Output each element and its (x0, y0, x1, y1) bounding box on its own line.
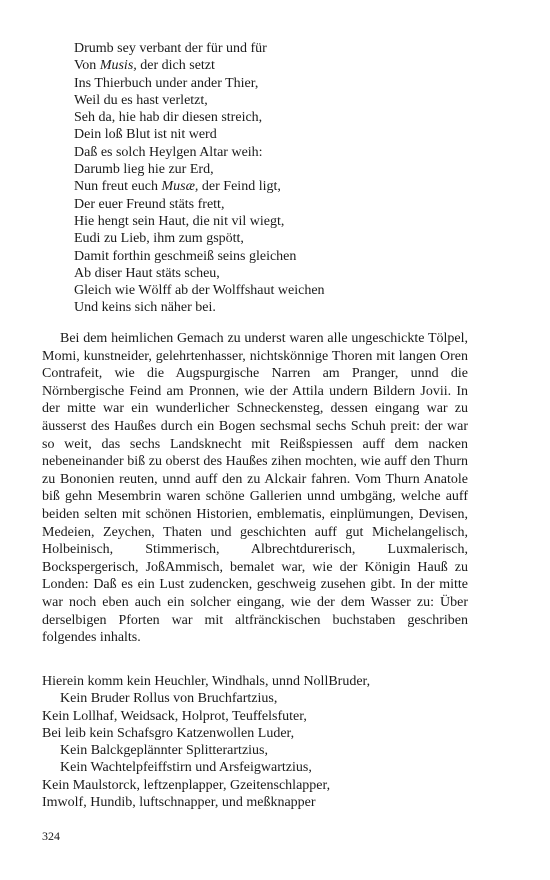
verse-text: Nun freut euch (74, 179, 162, 195)
verse-line: Bei leib kein Schafsgro Katzenwollen Luder, (42, 725, 295, 741)
verse-line: Drumb sey verbant der für und für (74, 41, 267, 56)
verse-text: der Feind ligt, (198, 179, 281, 195)
verse-italic-word: Musæ, (161, 179, 199, 195)
verse-text: der dich setzt (136, 58, 215, 74)
verse-line: Kein Balckgeplännter Splitterartzius, (60, 743, 268, 759)
verse-line: Der euer Freund stäts frett, (74, 196, 225, 212)
verse-line: Kein Maulstorck, leftzenplapper, Gzeitenschlapper, (42, 777, 331, 793)
verse-line: Kein Wachtelpfeiffstirn und Arsfeigwartzius, (60, 760, 312, 776)
verse-line: Kein Lollhaf, Weidsack, Holprot, Teuffelsfuter, (42, 708, 307, 724)
verse-line (74, 178, 494, 195)
verse-line: Dein loß Blut ist nit werd (74, 127, 217, 143)
verse-line: Damit forthin geschmeiß seins gleichen (74, 248, 297, 264)
verse-line: Darumb lieg hie zur Erd, (74, 162, 214, 178)
verse-line: Hie hengt sein Haut, die nit vil wiegt, (74, 213, 285, 229)
verse-line: Kein Bruder Rollus von Bruchfartzius, (60, 691, 278, 707)
page-number: 324 (42, 829, 60, 843)
verse-text: Von (74, 58, 100, 74)
prose-paragraph: Bei dem heimlichen Gemach zu underst waren alle ungeschickte Tölpel, Momi, kunstneider, gelehrtenhasser, nichtskönnige Thoren mit langen Oren Contrafeit, wie die Augspurgische Narren am Pranger, unnd die Nörnbergische Feind am Pronnen, wie der Attila undern Bildern Jovii. In der mitte war ein wunderlicher Schneckensteg, dessen eingang war zu äusserst des Haußes durch ein Bogen sechsmal sechs Schuh preit: der war so weit, das sechs Landsknecht mit Reißspiessen auff dem nacken nebeneinander biß zu oberst des Haußes zihen mochten, wie auff den Thurn zu Bononien reuten, unnd auff den zu Alckair fahren. Vom Thurn Anatole biß gehn Mesembrin waren schöne Gallerien unnd umbgäng, welche auff beiden selten mit schönen Historien, emblematis, einplümungen, Devisen, Medeien, Zeychen, Thaten und geschichten auff gut Michelangelisch, Holbeinisch, Stimmerisch, Albrechtdurerisch, Luxmalerisch, Bockspergerisch, JoßAmmisch, bemalet war, wie der Königin Hauß zu Londen: Daß es ein Lust zudencken, geschweig zusehen gibt. In der mitte war noch eben auch ein solcher eingang, wie der dem Wasser zu: Über derselbigen Pforten war mit altfränckischen buchstaben geschriben folgendes inhalts. (42, 331, 468, 646)
verse-italic-word: Musis, (99, 58, 137, 74)
poem-top (74, 40, 494, 317)
verse-line: Daß es solch Heylgen Altar weih: (74, 144, 263, 160)
poem-bottom (42, 673, 482, 811)
verse-line: Eudi zu Lieb, ihm zum gspött, (74, 231, 244, 247)
verse-line: Gleich wie Wölff ab der Wolffshaut weichen (74, 283, 325, 299)
verse-line: Seh da, hie hab dir diesen streich, (74, 110, 263, 126)
verse-line (74, 57, 494, 74)
verse-line: Weil du es hast verletzt, (74, 92, 208, 108)
verse-line: Hierein komm kein Heuchler, Windhals, unnd NollBruder, (42, 674, 371, 689)
verse-line: Ab diser Haut stäts scheu, (74, 265, 220, 281)
verse-line: Ins Thierbuch under ander Thier, (74, 75, 259, 91)
verse-line: Und keins sich näher bei. (74, 300, 216, 316)
verse-line: Imwolf, Hundib, luftschnapper, und meßknapper (42, 795, 316, 811)
